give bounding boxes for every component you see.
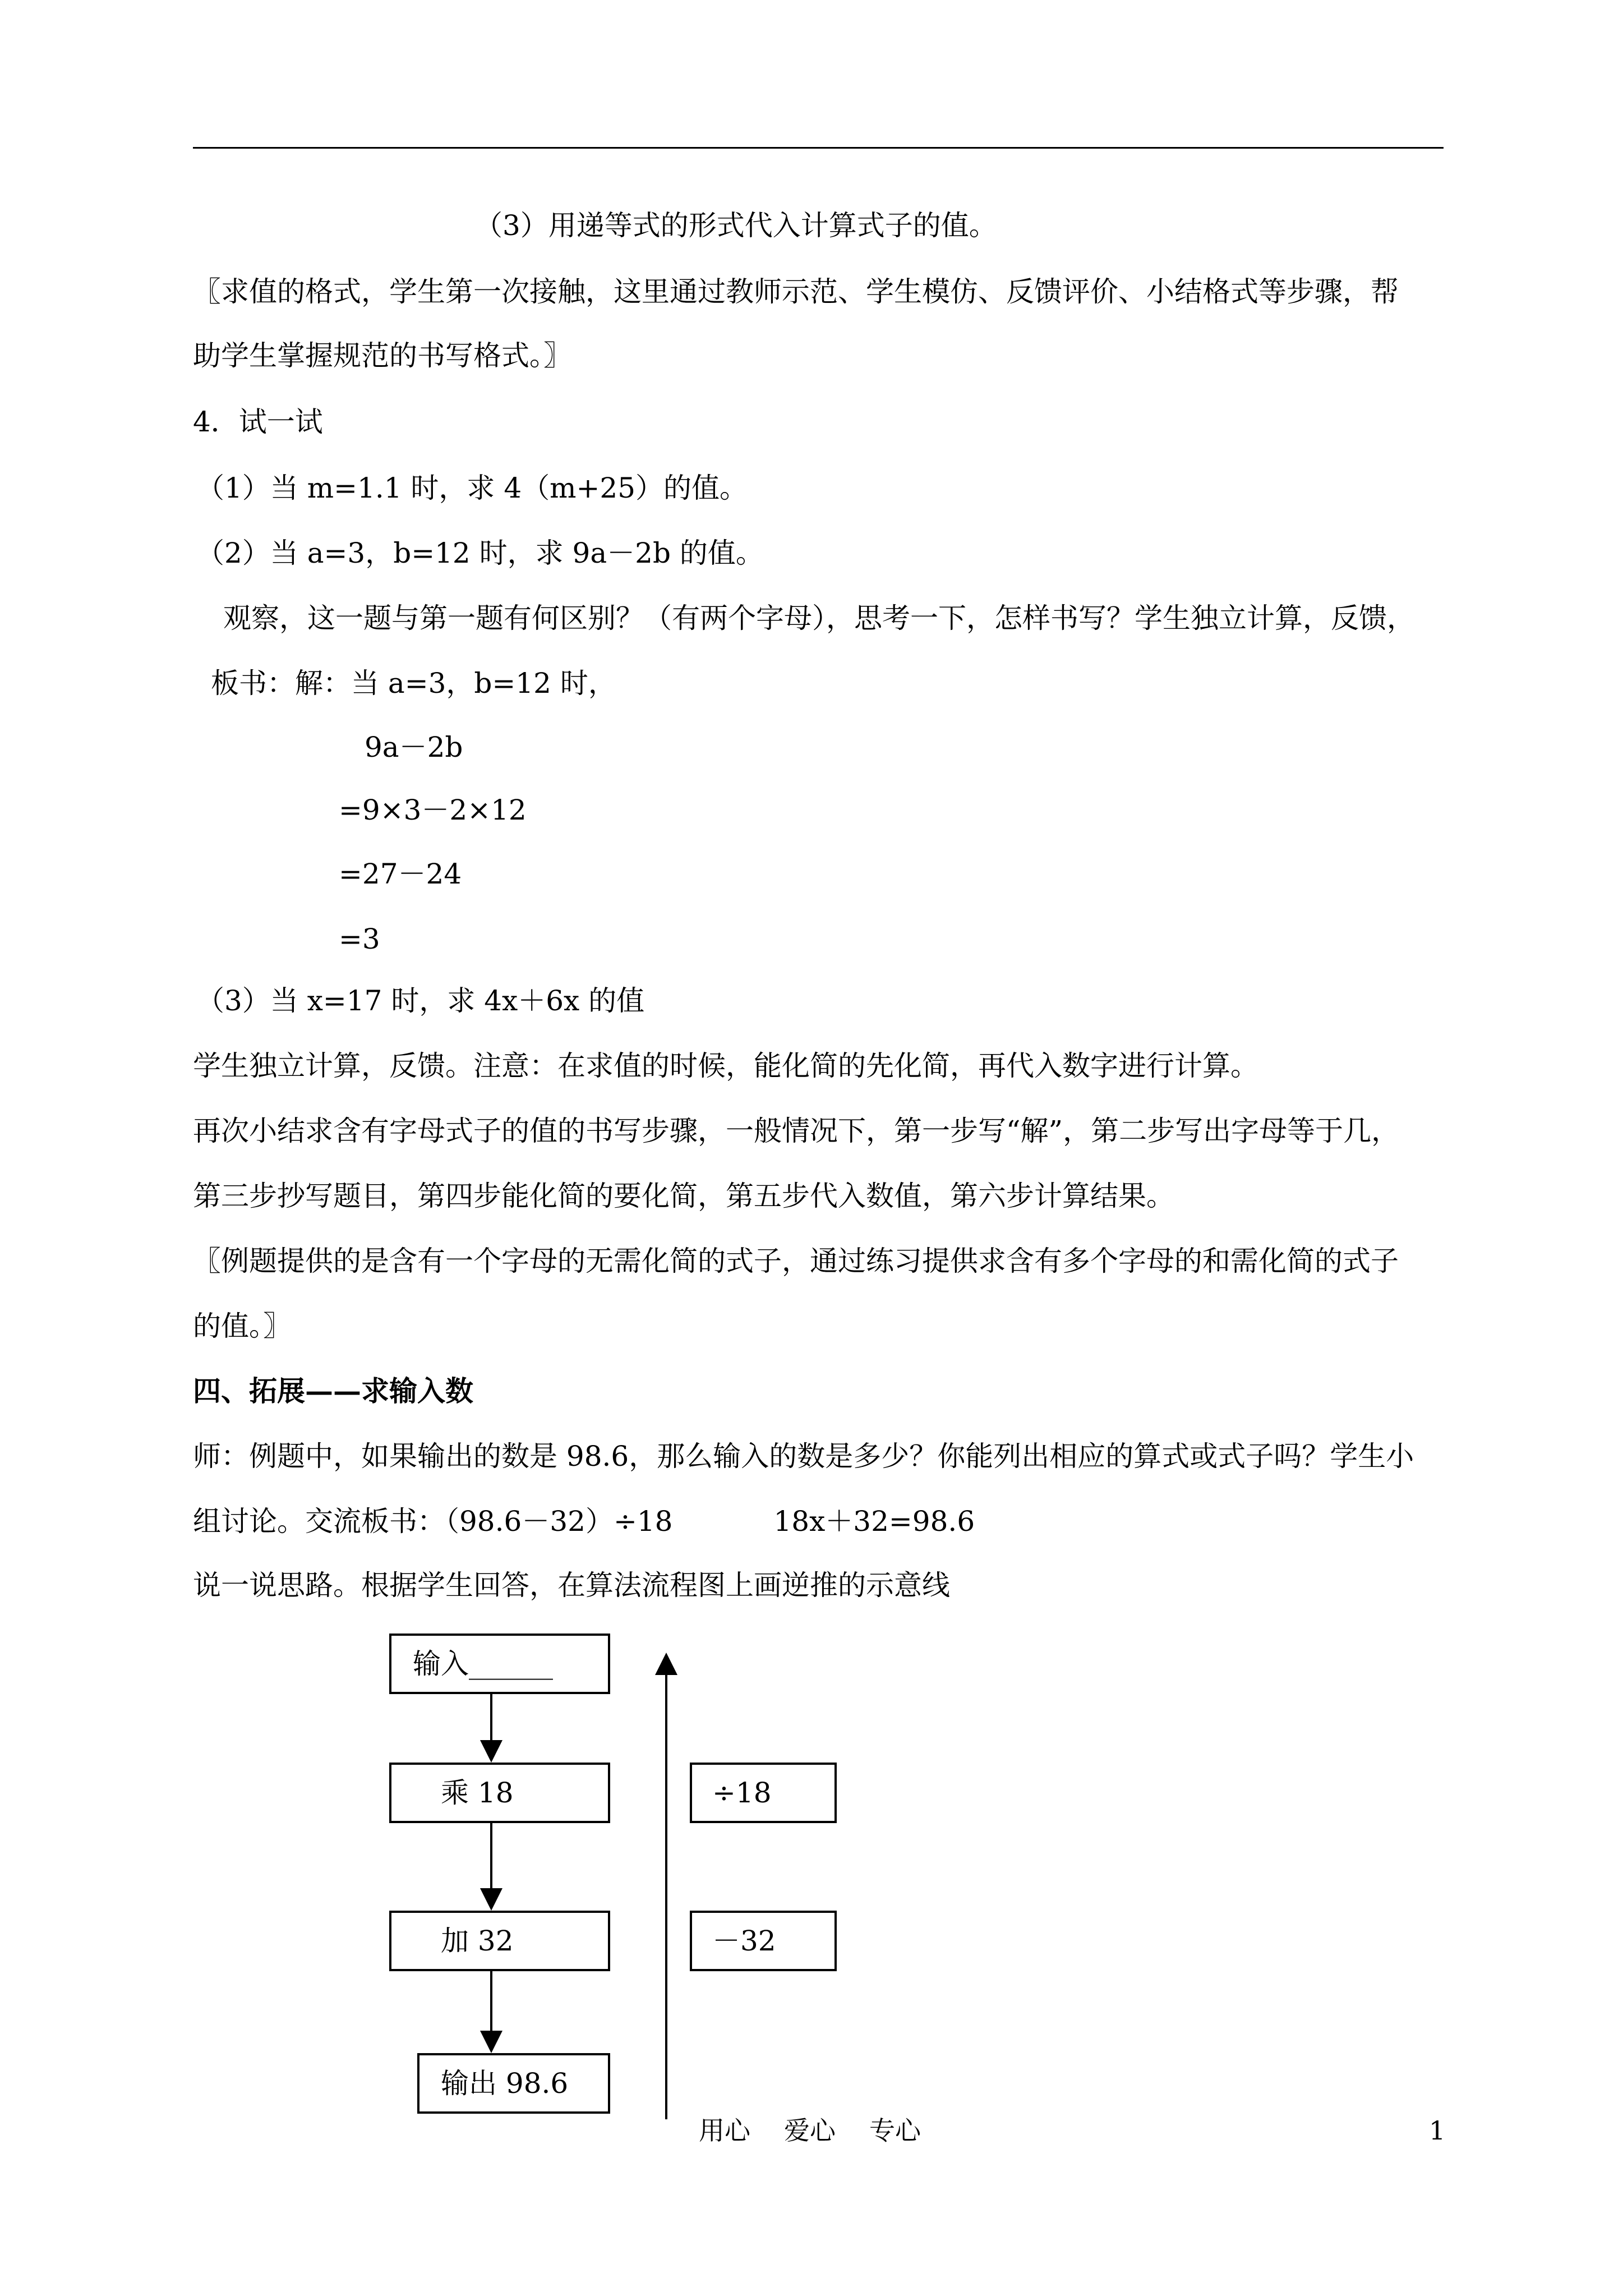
footer-motto-2: 爱心	[784, 2115, 836, 2146]
summary-line-2: 第三步抄写题目，第四步能化简的要化简，第五步代入数值，第六步计算结果。	[193, 1180, 1174, 1212]
calc-step-result: =3	[339, 923, 380, 955]
note-format-line-1: 〖求值的格式，学生第一次接触，这里通过教师示范、学生模仿、反馈评价、小结格式等步骤，帮	[193, 275, 1399, 308]
calc-step-multiply: =27－24	[339, 858, 462, 890]
header-rule	[193, 147, 1444, 149]
flow-output-box: 输出 98.6	[417, 2053, 610, 2114]
calc-step-substitute: =9×3－2×12	[339, 794, 527, 826]
method-step-3: （3）用递等式的形式代入计算式子的值。	[474, 209, 997, 242]
summary-line-1: 再次小结求含有字母式子的值的书写步骤，一般情况下，第一步写“解”，第二步写出字母等于几，	[193, 1115, 1400, 1147]
note-example-line-1: 〖例题提供的是含有一个字母的无需化简的式子，通过练习提供求含有多个字母的和需化简的式子	[193, 1245, 1399, 1277]
exercise-1: （1）当 m=1.1 时，求 4（m+25）的值。	[196, 472, 748, 504]
note-example-line-2: 的值。〗	[193, 1310, 291, 1342]
exercise-2: （2）当 a=3，b=12 时，求 9a－2b 的值。	[196, 537, 764, 569]
teacher-question: 师：例题中，如果输出的数是 98.6，那么输入的数是多少？你能列出相应的算式或式子吗？学生小	[193, 1440, 1414, 1473]
exercise-3: （3）当 x=17 时，求 4x＋6x 的值	[196, 984, 645, 1017]
board-solution-intro: 板书：解：当 a=3，b=12 时，	[211, 667, 616, 700]
section-try-heading: 4．试一试	[193, 406, 323, 438]
group-discussion-line	[193, 1504, 975, 1538]
flow-add-box: 加 32	[389, 1911, 610, 1971]
reasoning-text: 说一说思路。根据学生回答，在算法流程图上画逆推的示意线	[193, 1569, 950, 1602]
note-format-line-2: 助学生掌握规范的书写格式。〗	[193, 339, 571, 372]
footer-motto	[699, 2115, 921, 2146]
observation-text: 观察，这一题与第一题有何区别？（有两个字母），思考一下，怎样书写？学生独立计算，反馈，	[223, 602, 1415, 634]
calc-step-expression: 9a－2b	[365, 731, 463, 763]
reverse-divide-box: ÷18	[690, 1763, 837, 1823]
section-extension-heading: 四、拓展——求输入数	[193, 1374, 473, 1407]
footer-motto-3: 专心	[869, 2115, 921, 2146]
flow-multiply-box: 乘 18	[389, 1763, 610, 1823]
board-expression-1: 组讨论。交流板书：（98.6－32）÷18	[193, 1505, 673, 1538]
reverse-subtract-box: －32	[690, 1911, 837, 1971]
flow-input-box: 输入______	[389, 1634, 610, 1694]
footer-motto-1: 用心	[699, 2115, 750, 2146]
board-equation: 18x＋32=98.6	[773, 1505, 975, 1538]
page-number: 1	[1429, 2115, 1446, 2146]
student-feedback-note: 学生独立计算，反馈。注意：在求值的时候，能化简的先化简，再代入数字进行计算。	[193, 1050, 1258, 1082]
